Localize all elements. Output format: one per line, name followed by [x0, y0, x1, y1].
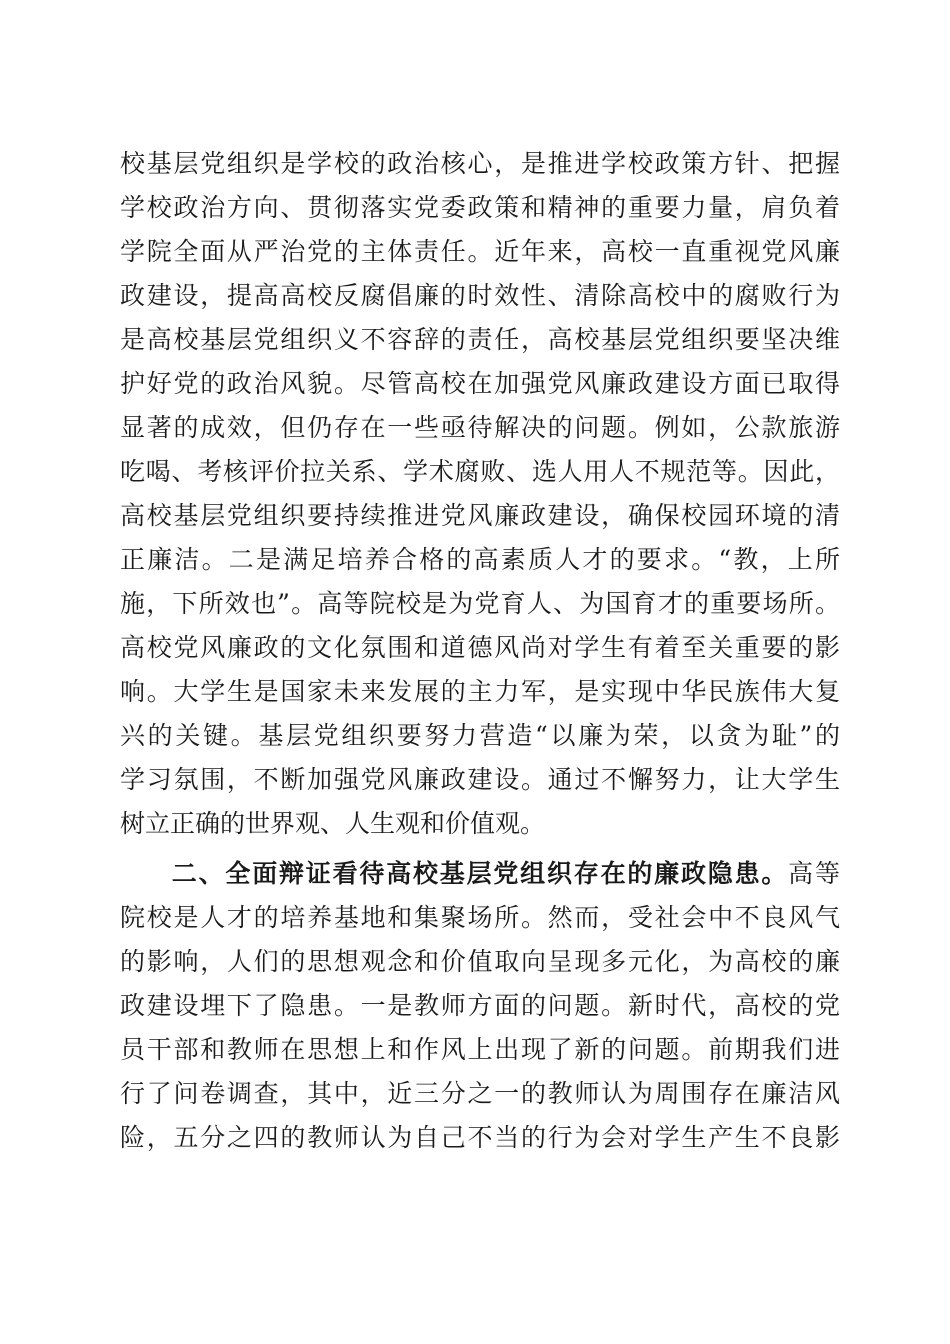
text-line: 行了问卷调查，其中，近三分之一的教师认为周围存在廉洁风 [120, 1079, 840, 1108]
section-heading: 二、全面辩证看待高校基层党组织存在的廉政隐患。 [170, 859, 789, 888]
text-line: 高校党风廉政的文化氛围和道德风尚对学生有着至关重要的影 [120, 633, 840, 662]
text-line: 学院全面从严治党的主体责任。近年来，高校一直重视党风廉 [120, 237, 840, 266]
text-line: 高校基层党组织要持续推进党风廉政建设，确保校园环境的清 [120, 501, 840, 530]
paragraph-1 [120, 142, 840, 846]
text-line: 正廉洁。二是满足培养合格的高素质人才的要求。“教，上所 [120, 545, 840, 574]
document-body [120, 142, 840, 1160]
heading-trailing-text: 高等 [788, 859, 840, 888]
text-line: 树立正确的世界观、人生观和价值观。 [120, 809, 546, 838]
text-line: 政建设埋下了隐患。一是教师方面的问题。新时代，高校的党 [120, 991, 840, 1020]
text-line: 学习氛围，不断加强党风廉政建设。通过不懈努力，让大学生 [120, 765, 840, 794]
text-line: 政建设，提高高校反腐倡廉的时效性、清除高校中的腐败行为 [120, 281, 840, 310]
paragraph-2-first-line [120, 852, 840, 896]
text-line: 学校政治方向、贯彻落实党委政策和精神的重要力量，肩负着 [120, 193, 840, 222]
text-line: 施，下所效也”。高等院校是为党育人、为国育才的重要场所。 [120, 589, 840, 618]
text-line: 兴的关键。基层党组织要努力营造“以廉为荣，以贪为耻”的 [120, 721, 840, 750]
paragraph-2 [120, 852, 840, 1160]
text-line: 险，五分之四的教师认为自己不当的行为会对学生产生不良影 [120, 1123, 840, 1152]
text-line: 的影响，人们的思想观念和价值取向呈现多元化，为高校的廉 [120, 947, 840, 976]
text-line: 是高校基层党组织义不容辞的责任，高校基层党组织要坚决维 [120, 325, 840, 354]
text-line: 护好党的政治风貌。尽管高校在加强党风廉政建设方面已取得 [120, 369, 840, 398]
text-line: 员干部和教师在思想上和作风上出现了新的问题。前期我们进 [120, 1035, 840, 1064]
text-line: 响。大学生是国家未来发展的主力军，是实现中华民族伟大复 [120, 677, 840, 706]
text-line: 院校是人才的培养基地和集聚场所。然而，受社会中不良风气 [120, 903, 840, 932]
text-line: 校基层党组织是学校的政治核心，是推进学校政策方针、把握 [120, 149, 840, 178]
text-line: 显著的成效，但仍存在一些亟待解决的问题。例如，公款旅游 [120, 413, 840, 442]
text-line: 吃喝、考核评价拉关系、学术腐败、选人用人不规范等。因此， [120, 457, 840, 486]
